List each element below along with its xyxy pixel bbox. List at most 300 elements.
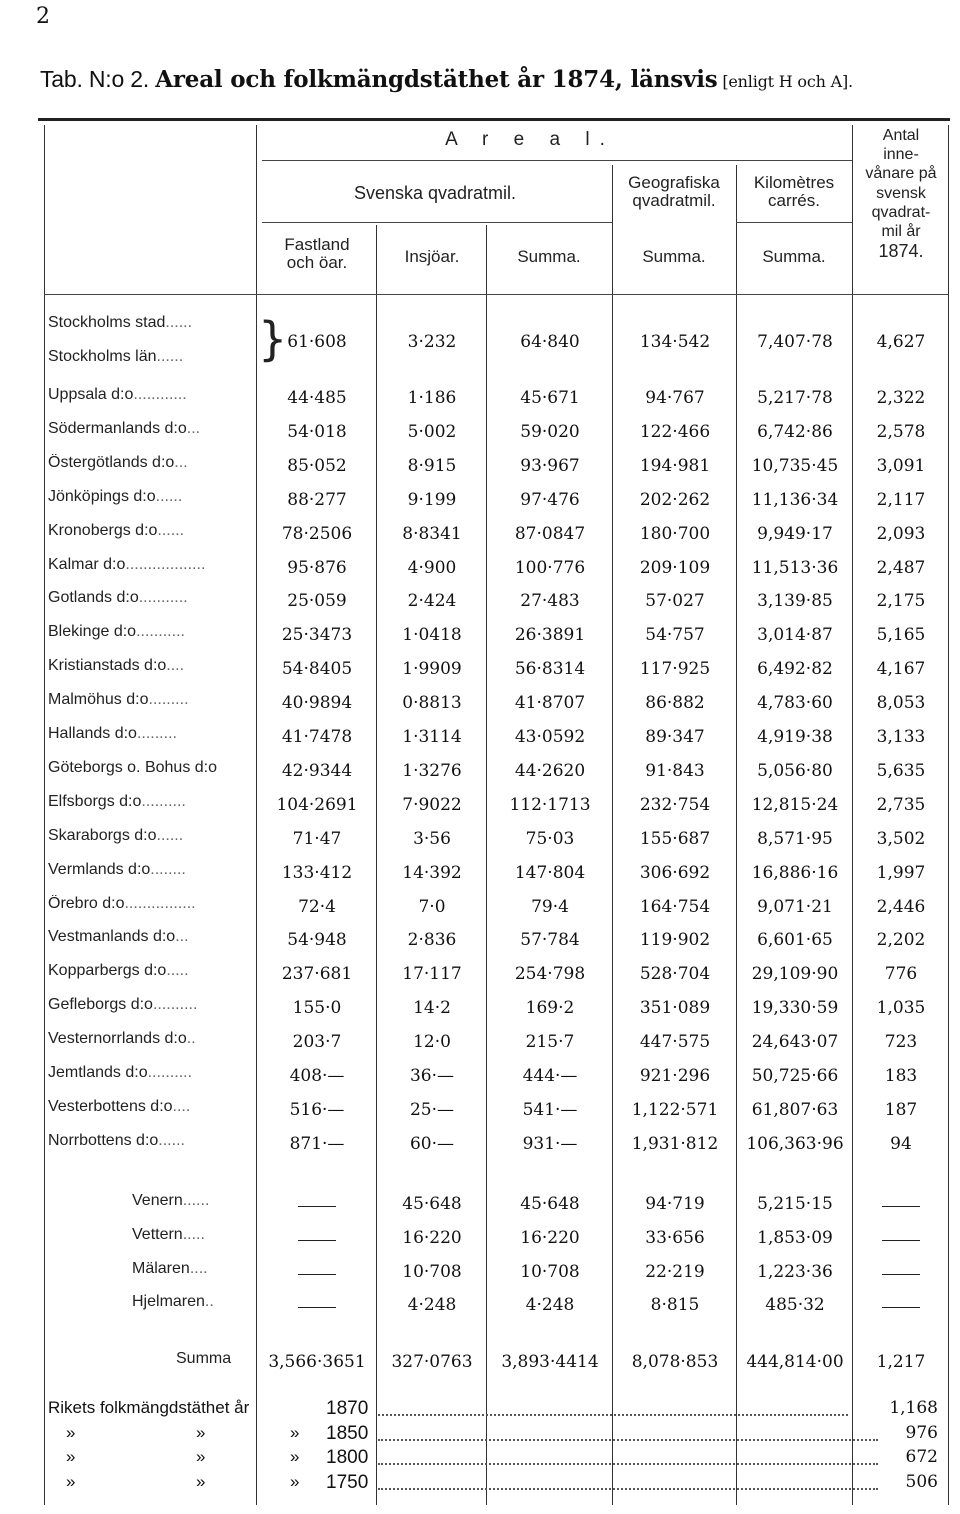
table-cell: 45·648 bbox=[402, 1194, 462, 1214]
row-leader-dots: ...... bbox=[155, 487, 183, 505]
row-name bbox=[48, 657, 252, 675]
table-cell: 147·804 bbox=[514, 862, 586, 883]
summa-cell: 3,566·3651 bbox=[268, 1352, 366, 1372]
row-leader-dots: ........... bbox=[138, 589, 188, 607]
table-cell: 86·882 bbox=[645, 693, 705, 714]
table-cell: 3·232 bbox=[407, 332, 457, 352]
title-main: Areal och folkmängdstäthet år 1874, länsvis bbox=[155, 66, 718, 93]
table-cell: 1·186 bbox=[407, 388, 457, 408]
table-cell: 5,165 bbox=[876, 625, 926, 646]
table-cell: 1,035 bbox=[876, 998, 926, 1019]
summa-cell: 3,893·4414 bbox=[501, 1352, 599, 1372]
header-bottom-rule bbox=[44, 294, 948, 295]
row-leader-dots: ... bbox=[174, 453, 188, 471]
table-cell: 25·059 bbox=[287, 591, 347, 612]
table-cell: 1,997 bbox=[876, 862, 926, 883]
row-name bbox=[48, 1098, 252, 1116]
table-cell: 14·392 bbox=[402, 862, 462, 883]
row-label: Blekinge d:o bbox=[48, 623, 137, 641]
table-cell: 100·776 bbox=[514, 557, 586, 578]
table-cell: 0·8813 bbox=[402, 693, 462, 714]
title-lead: Tab. N:o 2. bbox=[40, 66, 156, 92]
table-cell: 871·— bbox=[289, 1133, 345, 1154]
footer-ditto: » bbox=[66, 1422, 76, 1442]
table-cell: 351·089 bbox=[639, 998, 711, 1019]
table-cell: 133·412 bbox=[281, 862, 353, 883]
table-cell: 3·56 bbox=[413, 828, 451, 849]
top-rule bbox=[38, 118, 950, 121]
row-label: Södermanlands d:o bbox=[48, 419, 187, 437]
row-leader-dots: .. bbox=[204, 1293, 214, 1311]
row-name bbox=[48, 861, 252, 879]
table-cell: 134·542 bbox=[639, 332, 711, 352]
table-cell: 187 bbox=[884, 1099, 918, 1120]
footer-value: 976 bbox=[905, 1422, 938, 1443]
table-cell: 45·671 bbox=[520, 388, 580, 408]
table-cell: 306·692 bbox=[639, 862, 711, 883]
row-label: Hjelmaren bbox=[132, 1293, 205, 1311]
table-cell: 6,492·82 bbox=[757, 659, 833, 680]
summa-label: Summa bbox=[176, 1350, 232, 1367]
row-label: Mälaren bbox=[132, 1259, 190, 1277]
table-cell: 94·719 bbox=[645, 1194, 705, 1214]
table-cell: 11,136·34 bbox=[751, 489, 839, 510]
summa-cell: 8,078·853 bbox=[631, 1352, 719, 1372]
row-name bbox=[48, 691, 252, 709]
table-cell: 1·9909 bbox=[402, 659, 462, 680]
row-leader-dots: ......... bbox=[136, 725, 177, 742]
row-name bbox=[48, 1064, 252, 1082]
table-cell: 26·3891 bbox=[514, 625, 586, 646]
table-cell: 254·798 bbox=[514, 964, 586, 985]
row-name bbox=[48, 556, 252, 574]
footer-rikets: Rikets folkmängdstäthet år bbox=[48, 1398, 250, 1417]
table-cell: 194·981 bbox=[639, 455, 711, 476]
svenska-header: Svenska qvadratmil. bbox=[353, 183, 517, 203]
table-cell: 8·915 bbox=[407, 455, 457, 476]
row-name bbox=[48, 928, 252, 946]
row-label: Stockholms län bbox=[48, 348, 157, 365]
geografiska-header: Geografiska qvadratmil. bbox=[628, 173, 720, 210]
row-name bbox=[48, 623, 252, 641]
table-cell: 16·220 bbox=[520, 1227, 580, 1248]
row-label: Jönköpings d:o bbox=[48, 487, 156, 505]
table-cell: 5,215·15 bbox=[757, 1194, 833, 1214]
table-cell: 5·002 bbox=[407, 421, 457, 442]
row-leader-dots: ... bbox=[186, 419, 201, 437]
row-label: Örebro d:o bbox=[48, 894, 125, 912]
table-cell: 3,139·85 bbox=[757, 591, 833, 612]
table-cell: 54·018 bbox=[287, 421, 347, 442]
table-cell: 44·2620 bbox=[514, 760, 586, 781]
row-leader-dots: .......... bbox=[141, 792, 186, 810]
areal-header: A r e a l. bbox=[445, 129, 615, 150]
footer-leader bbox=[378, 1463, 878, 1465]
footer-ditto: » bbox=[196, 1471, 206, 1491]
row-label: Vesterbottens d:o bbox=[48, 1097, 173, 1115]
table-cell: 50,725·66 bbox=[751, 1066, 839, 1086]
page-number: 2 bbox=[36, 4, 50, 29]
row-name bbox=[48, 1132, 252, 1150]
row-name bbox=[48, 589, 252, 607]
summa-cell: 1,217 bbox=[876, 1352, 926, 1372]
km-rule bbox=[736, 222, 852, 223]
table-cell: 164·754 bbox=[639, 896, 711, 917]
table-cell: 25·— bbox=[409, 1099, 455, 1120]
rule-summa bbox=[612, 165, 613, 1505]
table-cell: 6,601·65 bbox=[757, 930, 833, 951]
row-name bbox=[132, 1260, 250, 1278]
table-cell: 11,513·36 bbox=[751, 557, 839, 578]
table-cell: 112·1713 bbox=[509, 794, 591, 815]
row-leader-dots: .... bbox=[166, 657, 185, 675]
table-cell: 10,735·45 bbox=[751, 455, 839, 476]
rule-right bbox=[948, 125, 949, 1505]
row-leader-dots: ...... bbox=[158, 1131, 185, 1149]
empty-dash bbox=[298, 1307, 336, 1308]
row-leader-dots: ......... bbox=[148, 691, 189, 709]
row-label: Vettern bbox=[132, 1225, 183, 1243]
table-cell: 89·347 bbox=[645, 727, 705, 747]
table-cell: 155·687 bbox=[639, 828, 711, 849]
table-cell: 2,487 bbox=[876, 557, 926, 578]
table-cell: 1,122·571 bbox=[631, 1099, 719, 1120]
table-cell: 2,735 bbox=[876, 794, 926, 815]
rule-fastland bbox=[376, 225, 377, 1505]
table-cell: 2,117 bbox=[876, 489, 926, 510]
table-cell: 447·575 bbox=[639, 1032, 711, 1053]
fastland-header: Fastland och öar. bbox=[284, 235, 350, 272]
table-cell: 723 bbox=[884, 1032, 918, 1053]
table-cell: 444·— bbox=[522, 1066, 578, 1086]
footer-value: 672 bbox=[905, 1447, 938, 1467]
table-cell: 44·485 bbox=[287, 388, 347, 408]
row-label: Skaraborgs d:o bbox=[48, 826, 157, 844]
table-cell: 5,056·80 bbox=[757, 760, 833, 781]
table-cell: 1,223·36 bbox=[757, 1261, 833, 1282]
row-leader-dots: ........... bbox=[136, 623, 185, 641]
table-cell: 7,407·78 bbox=[757, 332, 833, 352]
table-cell: 485·32 bbox=[765, 1295, 825, 1316]
table-cell: 29,109·90 bbox=[751, 964, 839, 985]
row-label: Vestmanlands d:o bbox=[48, 928, 176, 946]
row-name bbox=[48, 725, 252, 743]
table-title bbox=[40, 66, 853, 93]
rule-names bbox=[256, 125, 257, 1505]
empty-dash bbox=[882, 1307, 920, 1308]
table-cell: 95·876 bbox=[287, 557, 347, 578]
table-cell: 57·027 bbox=[645, 591, 705, 612]
table-cell: 14·2 bbox=[413, 998, 451, 1019]
table-cell: 122·466 bbox=[639, 421, 711, 442]
row-name bbox=[48, 314, 252, 332]
table-cell: 36·— bbox=[409, 1066, 455, 1086]
table-cell: 921·296 bbox=[639, 1066, 711, 1086]
row-leader-dots: .................. bbox=[125, 555, 206, 573]
table-cell: 91·843 bbox=[645, 760, 705, 781]
table-cell: 9,949·17 bbox=[757, 523, 833, 544]
row-name bbox=[48, 827, 252, 845]
table-cell: 54·8405 bbox=[281, 659, 353, 680]
table-cell: 94 bbox=[890, 1133, 912, 1154]
footer-ditto: » bbox=[196, 1447, 206, 1466]
table-cell: 9·199 bbox=[407, 489, 457, 510]
table-cell: 22·219 bbox=[645, 1261, 705, 1282]
table-cell: 57·784 bbox=[520, 930, 580, 951]
row-leader-dots: ..... bbox=[182, 1225, 205, 1243]
table-cell: 1,853·09 bbox=[757, 1227, 833, 1248]
rule-insjoar bbox=[486, 225, 487, 1505]
table-cell: 64·840 bbox=[520, 332, 580, 352]
table-cell: 12·0 bbox=[413, 1032, 451, 1053]
table-cell: 40·9894 bbox=[281, 693, 353, 714]
table-cell: 78·2506 bbox=[281, 523, 353, 544]
table-cell: 72·4 bbox=[298, 896, 336, 917]
table-cell: 931·— bbox=[522, 1133, 578, 1154]
table-cell: 79·4 bbox=[531, 896, 569, 917]
row-leader-dots: ...... bbox=[165, 314, 193, 331]
table-cell: 54·757 bbox=[645, 625, 705, 646]
footer-leader bbox=[378, 1488, 878, 1490]
row-name bbox=[48, 1030, 252, 1048]
table-cell: 8,571·95 bbox=[757, 828, 833, 849]
row-label: Kalmar d:o bbox=[48, 555, 126, 573]
footer-ditto: » bbox=[66, 1447, 76, 1466]
empty-dash bbox=[298, 1240, 336, 1241]
table-cell: 59·020 bbox=[520, 421, 580, 442]
table-cell: 87·0847 bbox=[514, 523, 586, 544]
row-leader-dots: ..... bbox=[166, 962, 189, 980]
row-leader-dots: .... bbox=[172, 1097, 191, 1115]
table-cell: 3,091 bbox=[876, 455, 926, 476]
footer-ditto: » bbox=[290, 1447, 300, 1466]
row-name bbox=[48, 759, 252, 777]
row-leader-dots: ...... bbox=[157, 521, 185, 539]
empty-dash bbox=[882, 1240, 920, 1241]
table-cell: 528·704 bbox=[639, 964, 711, 985]
table-cell: 61,807·63 bbox=[751, 1099, 839, 1120]
row-leader-dots: .. bbox=[186, 1030, 196, 1048]
summa-cell: 444,814·00 bbox=[746, 1352, 844, 1372]
table-cell: 88·277 bbox=[287, 489, 347, 510]
table-cell: 232·754 bbox=[639, 794, 711, 815]
row-name bbox=[48, 454, 252, 472]
table-cell: 541·— bbox=[522, 1099, 578, 1120]
empty-dash bbox=[882, 1206, 920, 1207]
table-cell: 45·648 bbox=[520, 1194, 580, 1214]
row-leader-dots: ............ bbox=[133, 386, 187, 403]
row-label: Malmöhus d:o bbox=[48, 691, 149, 709]
table-cell: 119·902 bbox=[639, 930, 711, 951]
table-cell: 61·608 bbox=[287, 332, 347, 352]
table-cell: 4,167 bbox=[876, 659, 926, 680]
title-note: [enligt H och A]. bbox=[717, 72, 853, 91]
row-label: Kristianstads d:o bbox=[48, 657, 167, 675]
footer-value: 506 bbox=[905, 1471, 938, 1492]
rule-km bbox=[852, 125, 853, 1505]
table-cell: 16·220 bbox=[402, 1227, 462, 1248]
table-cell: 215·7 bbox=[525, 1032, 575, 1053]
row-label: Vesternorrlands d:o bbox=[48, 1030, 187, 1048]
table-cell: 71·47 bbox=[292, 828, 342, 849]
row-name bbox=[48, 522, 252, 540]
table-cell: 3,502 bbox=[876, 828, 926, 849]
table-cell: 1,931·812 bbox=[631, 1133, 719, 1154]
row-name bbox=[48, 793, 252, 811]
table-cell: 4,783·60 bbox=[757, 693, 833, 714]
km-summa-header: Summa. bbox=[762, 247, 826, 266]
table-cell: 180·700 bbox=[639, 523, 711, 544]
table-cell: 41·7478 bbox=[281, 727, 353, 747]
footer-ditto: » bbox=[196, 1422, 206, 1442]
table-cell: 94·767 bbox=[645, 388, 705, 408]
footer-ditto: » bbox=[290, 1471, 300, 1491]
row-label: Göteborgs o. Bohus d:o bbox=[48, 758, 217, 776]
table-cell: 104·2691 bbox=[276, 794, 358, 815]
table-cell: 60·— bbox=[409, 1133, 455, 1154]
table-cell: 19,330·59 bbox=[751, 998, 839, 1019]
table-cell: 203·7 bbox=[292, 1032, 342, 1053]
table-cell: 33·656 bbox=[645, 1227, 705, 1248]
insjoar-header: Insjöar. bbox=[404, 247, 460, 266]
table-cell: 4,627 bbox=[876, 332, 926, 352]
table-cell: 5,217·78 bbox=[757, 388, 833, 408]
row-label: Norrbottens d:o bbox=[48, 1131, 159, 1149]
row-label: Uppsala d:o bbox=[48, 386, 134, 403]
table-cell: 2,446 bbox=[876, 896, 926, 917]
antal-header: Antal inne- vånare på svensk qvadrat- mil år 1874. bbox=[865, 127, 937, 262]
table-cell: 54·948 bbox=[287, 930, 347, 951]
rule-geo bbox=[736, 165, 737, 1505]
footer-ditto: » bbox=[290, 1422, 300, 1442]
footer-year: 1850 bbox=[326, 1422, 369, 1444]
table-cell: 5,635 bbox=[876, 760, 926, 781]
table-cell: 8,053 bbox=[876, 693, 926, 714]
table-cell: 169·2 bbox=[525, 998, 575, 1019]
table-cell: 2,175 bbox=[876, 591, 926, 612]
footer-year: 1870 bbox=[326, 1398, 369, 1419]
row-name bbox=[48, 488, 252, 506]
row-leader-dots: ...... bbox=[182, 1192, 210, 1209]
empty-dash bbox=[882, 1274, 920, 1275]
row-label: Gotlands d:o bbox=[48, 589, 139, 607]
table-cell: 27·483 bbox=[520, 591, 580, 612]
row-leader-dots: ................ bbox=[124, 894, 196, 912]
stockholm-brace: } bbox=[258, 312, 288, 366]
rule-left bbox=[44, 125, 45, 1505]
table-cell: 8·815 bbox=[650, 1295, 700, 1316]
table-cell: 2·836 bbox=[407, 930, 457, 951]
footer-year: 1800 bbox=[326, 1447, 369, 1468]
table-cell: 8·8341 bbox=[402, 523, 462, 544]
row-label: Gefleborgs d:o bbox=[48, 996, 153, 1014]
table-cell: 4,919·38 bbox=[757, 727, 833, 747]
table-cell: 4·248 bbox=[407, 1295, 457, 1316]
table-cell: 2,322 bbox=[876, 388, 926, 408]
table-cell: 1·0418 bbox=[402, 625, 462, 646]
table-cell: 9,071·21 bbox=[757, 896, 833, 917]
table-cell: 155·0 bbox=[292, 998, 342, 1019]
table-cell: 6,742·86 bbox=[757, 421, 833, 442]
table-cell: 12,815·24 bbox=[751, 794, 839, 815]
table-cell: 3,014·87 bbox=[757, 625, 833, 646]
empty-dash bbox=[298, 1206, 336, 1207]
table-cell: 776 bbox=[884, 964, 918, 985]
row-name bbox=[48, 386, 252, 404]
table-cell: 41·8707 bbox=[514, 693, 586, 714]
table-cell: 2,093 bbox=[876, 523, 926, 544]
summa-header: Summa. bbox=[517, 247, 581, 266]
table-cell: 516·— bbox=[289, 1099, 345, 1120]
row-name bbox=[48, 348, 252, 366]
table-cell: 93·967 bbox=[520, 455, 580, 476]
table-cell: 4·248 bbox=[525, 1295, 575, 1316]
table-cell: 408·— bbox=[289, 1066, 345, 1086]
row-label: Jemtlands d:o bbox=[48, 1064, 148, 1081]
table-cell: 2·424 bbox=[407, 591, 457, 612]
svenska-rule bbox=[262, 222, 612, 223]
table-cell: 3,133 bbox=[876, 727, 926, 747]
row-leader-dots: .......... bbox=[147, 1064, 193, 1081]
row-leader-dots: .... bbox=[189, 1259, 208, 1277]
row-leader-dots: ........ bbox=[150, 860, 186, 878]
summa-cell: 327·0763 bbox=[391, 1352, 473, 1372]
footer-leader bbox=[378, 1414, 848, 1416]
table-cell: 56·8314 bbox=[514, 659, 586, 680]
row-name bbox=[48, 962, 252, 980]
table-cell: 10·708 bbox=[402, 1261, 462, 1282]
row-label: Östergötlands d:o bbox=[48, 453, 175, 471]
geo-summa-header: Summa. bbox=[642, 247, 706, 266]
table-cell: 209·109 bbox=[639, 557, 711, 578]
table-cell: 43·0592 bbox=[514, 727, 586, 747]
row-leader-dots: ... bbox=[175, 928, 189, 946]
table-cell: 97·476 bbox=[520, 489, 580, 510]
table-cell: 2,578 bbox=[876, 421, 926, 442]
kilometres-header: Kilomètres carrés. bbox=[753, 173, 835, 210]
row-name bbox=[132, 1226, 250, 1244]
table-cell: 106,363·96 bbox=[746, 1133, 844, 1154]
table-cell: 16,886·16 bbox=[751, 862, 839, 883]
table-cell: 25·3473 bbox=[281, 625, 353, 646]
row-name bbox=[48, 996, 252, 1014]
table-cell: 1·3276 bbox=[402, 760, 462, 781]
footer-leader bbox=[378, 1439, 878, 1441]
table-cell: 2,202 bbox=[876, 930, 926, 951]
table-cell: 85·052 bbox=[287, 455, 347, 476]
table-cell: 24,643·07 bbox=[751, 1032, 839, 1053]
row-label: Stockholms stad bbox=[48, 314, 166, 331]
table-cell: 75·03 bbox=[525, 828, 575, 849]
row-label: Venern bbox=[132, 1192, 183, 1209]
table-cell: 202·262 bbox=[639, 489, 711, 510]
row-leader-dots: ...... bbox=[156, 826, 184, 844]
table-cell: 1·3114 bbox=[402, 727, 462, 747]
row-name bbox=[48, 420, 252, 438]
table-cell: 237·681 bbox=[281, 964, 353, 985]
row-name bbox=[48, 895, 252, 913]
table-cell: 7·0 bbox=[418, 896, 446, 917]
row-label: Hallands d:o bbox=[48, 725, 137, 742]
row-leader-dots: ...... bbox=[156, 348, 184, 365]
footer-value: 1,168 bbox=[889, 1398, 938, 1418]
row-name bbox=[132, 1192, 250, 1210]
row-leader-dots: .......... bbox=[152, 996, 198, 1014]
table-cell: 10·708 bbox=[520, 1261, 580, 1282]
table-cell: 7·9022 bbox=[402, 794, 462, 815]
row-label: Vermlands d:o bbox=[48, 860, 151, 878]
footer-year: 1750 bbox=[326, 1471, 369, 1493]
